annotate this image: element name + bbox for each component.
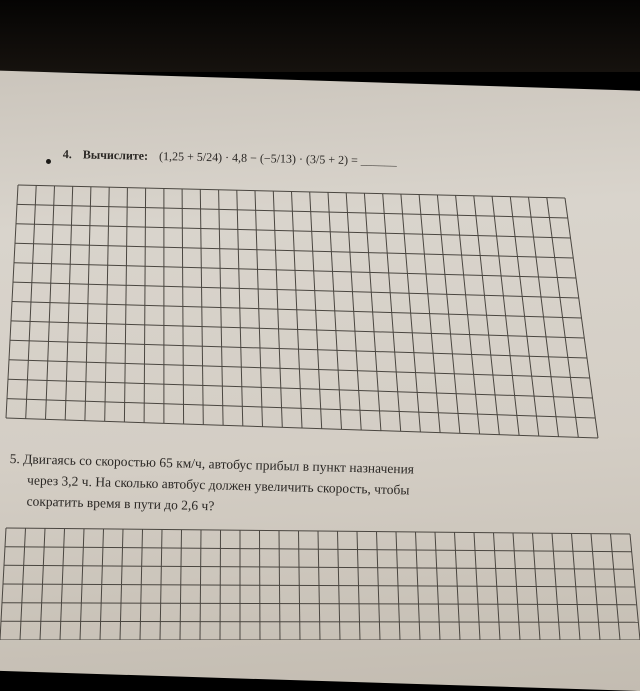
bullet-mark [46,159,51,164]
task-5-line-1: 5. Двигаясь со скоростью 65 км/ч, автобус прибыл в пункт назначения [9,450,415,477]
task-5-line-3: сократить время в пути до 2,6 ч? [26,493,215,514]
grid-line [1,621,638,622]
task-4-title: Вычислите: [82,147,149,163]
task-4-number: 4. [62,146,72,161]
grid-lines [0,528,640,640]
task-5-line-2: через 3,2 ч. На сколько автобус должен увеличить скорость, чтобы [26,472,410,498]
task-4-expression: (1,25 + 5/24) · 4,8 − (−5/13) · (3/5 + 2) = ______ [158,148,397,168]
task-5-number: 5. [9,450,21,467]
